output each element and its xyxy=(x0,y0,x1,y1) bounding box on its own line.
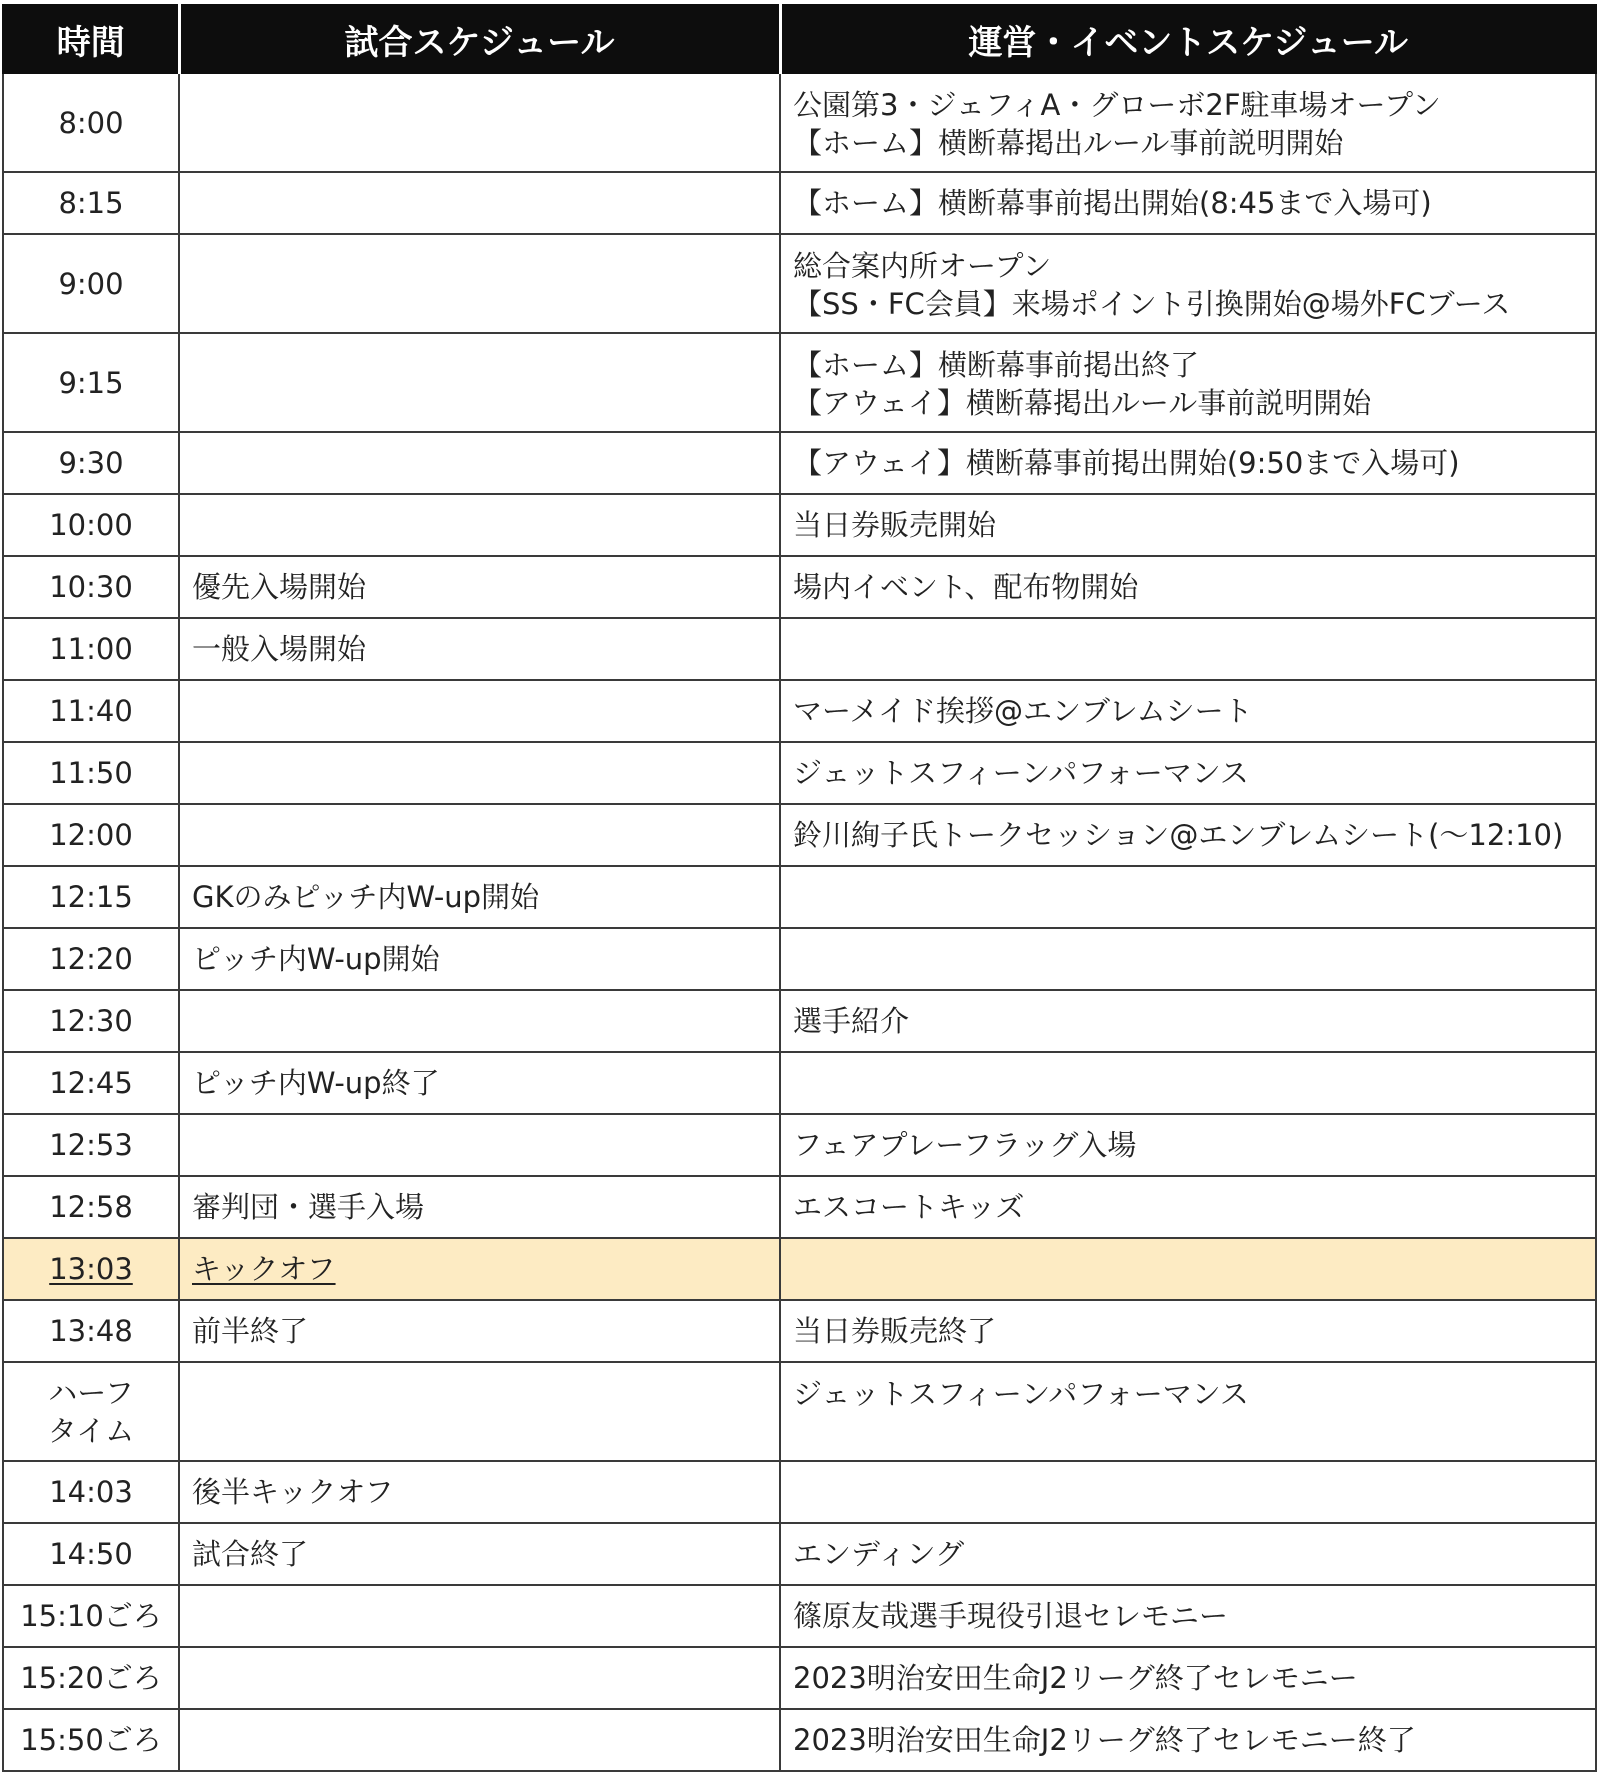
time-text: 15:20ごろ xyxy=(20,1661,162,1695)
time-text: 13:03 xyxy=(49,1252,133,1286)
time-cell xyxy=(3,1238,179,1300)
event-schedule-cell xyxy=(780,1523,1596,1585)
event-schedule-cell xyxy=(780,990,1596,1052)
event-schedule-cell xyxy=(780,1238,1596,1300)
event-schedule-cell xyxy=(780,1114,1596,1176)
time-cell xyxy=(3,494,179,556)
schedule-row xyxy=(3,73,1596,172)
event-schedule-cell xyxy=(780,1176,1596,1238)
event-schedule-cell xyxy=(780,928,1596,990)
time-cell xyxy=(3,742,179,804)
time-text: 10:00 xyxy=(49,508,133,542)
event-schedule-cell xyxy=(780,1585,1596,1647)
time-text: 8:00 xyxy=(58,105,124,140)
match-schedule-text: ピッチ内W-up終了 xyxy=(192,1066,440,1100)
schedule-row xyxy=(3,556,1596,618)
event-schedule-line: 【ホーム】横断幕事前掲出終了 xyxy=(793,348,1200,382)
match-schedule-text: GKのみピッチ内W-up開始 xyxy=(192,880,540,914)
time-text: 12:53 xyxy=(49,1128,133,1162)
event-schedule-cell xyxy=(780,1300,1596,1362)
time-cell xyxy=(3,680,179,742)
match-schedule-cell xyxy=(179,1176,780,1238)
event-schedule-line: 篠原友哉選手現役引退セレモニー xyxy=(793,1599,1229,1633)
schedule-row xyxy=(3,928,1596,990)
event-schedule-cell xyxy=(780,804,1596,866)
schedule-table xyxy=(2,4,1597,1772)
event-schedule-line: エンディング xyxy=(793,1537,965,1571)
match-schedule-text: 後半キックオフ xyxy=(192,1475,394,1509)
schedule-row xyxy=(3,333,1596,432)
time-cell xyxy=(3,1176,179,1238)
match-schedule-text: 試合終了 xyxy=(192,1537,309,1571)
match-schedule-cell xyxy=(179,1052,780,1114)
time-cell xyxy=(3,172,179,234)
time-cell xyxy=(3,990,179,1052)
time-text: 12:58 xyxy=(49,1190,133,1224)
time-text: 11:40 xyxy=(49,694,133,728)
match-schedule-cell xyxy=(179,928,780,990)
event-schedule-line: ジェットスフィーンパフォーマンス xyxy=(793,756,1249,790)
schedule-row xyxy=(3,172,1596,234)
schedule-row xyxy=(3,1585,1596,1647)
match-schedule-text: 優先入場開始 xyxy=(192,570,367,604)
match-schedule-cell xyxy=(179,73,780,172)
time-cell xyxy=(3,333,179,432)
time-text: 12:20 xyxy=(49,942,133,976)
event-schedule-cell xyxy=(780,866,1596,928)
event-schedule-line: 当日券販売終了 xyxy=(793,1314,997,1348)
event-schedule-cell xyxy=(780,680,1596,742)
event-schedule-line: フェアプレーフラッグ入場 xyxy=(793,1128,1137,1162)
time-cell xyxy=(3,1052,179,1114)
time-text: 14:03 xyxy=(49,1475,133,1509)
time-text: 9:15 xyxy=(58,365,124,400)
schedule-row xyxy=(3,1461,1596,1523)
schedule-row xyxy=(3,1300,1596,1362)
time-cell xyxy=(3,1362,179,1461)
header-event-schedule: 運営・イベントスケジュール xyxy=(780,5,1596,73)
schedule-row xyxy=(3,1114,1596,1176)
time-cell xyxy=(3,804,179,866)
time-text: 13:48 xyxy=(49,1314,133,1348)
match-schedule-cell xyxy=(179,742,780,804)
event-schedule-cell xyxy=(780,172,1596,234)
time-cell xyxy=(3,1300,179,1362)
match-schedule-cell xyxy=(179,804,780,866)
event-schedule-line: 【ホーム】横断幕掲出ルール事前説明開始 xyxy=(793,126,1344,160)
match-schedule-cell xyxy=(179,432,780,494)
schedule-row xyxy=(3,680,1596,742)
event-schedule-line: 【アウェイ】横断幕掲出ルール事前説明開始 xyxy=(793,386,1372,420)
event-schedule-cell xyxy=(780,1647,1596,1709)
event-schedule-cell xyxy=(780,618,1596,680)
match-schedule-text: キックオフ xyxy=(192,1252,336,1286)
time-cell xyxy=(3,432,179,494)
schedule-row xyxy=(3,1647,1596,1709)
match-schedule-cell xyxy=(179,1362,780,1461)
event-schedule-line: 鈴川絢子氏トークセッション@エンブレムシート(～12:10) xyxy=(793,818,1564,852)
time-cell xyxy=(3,866,179,928)
event-schedule-line: 2023明治安田生命J2リーグ終了セレモニー xyxy=(793,1661,1358,1695)
time-text: 15:50ごろ xyxy=(20,1723,162,1757)
match-schedule-text: 一般入場開始 xyxy=(192,632,367,666)
match-schedule-cell xyxy=(179,1709,780,1771)
time-text: 10:30 xyxy=(49,570,133,604)
time-cell xyxy=(3,1709,179,1771)
time-cell xyxy=(3,1647,179,1709)
time-text: 9:30 xyxy=(58,446,124,480)
schedule-row xyxy=(3,990,1596,1052)
event-schedule-cell xyxy=(780,1709,1596,1771)
schedule-row xyxy=(3,432,1596,494)
time-cell xyxy=(3,73,179,172)
event-schedule-cell xyxy=(780,1362,1596,1461)
time-cell xyxy=(3,1585,179,1647)
schedule-header xyxy=(3,5,1596,73)
schedule-row xyxy=(3,1523,1596,1585)
time-text: 15:10ごろ xyxy=(20,1599,162,1633)
time-text-line: ハーフ xyxy=(48,1375,134,1410)
time-text-line: タイム xyxy=(47,1413,135,1448)
time-cell xyxy=(3,928,179,990)
match-schedule-cell xyxy=(179,556,780,618)
time-text: 12:00 xyxy=(49,818,133,852)
schedule-row xyxy=(3,234,1596,333)
schedule-row xyxy=(3,742,1596,804)
event-schedule-line: 当日券販売開始 xyxy=(793,508,997,542)
schedule-row xyxy=(3,804,1596,866)
schedule-row xyxy=(3,866,1596,928)
event-schedule-cell xyxy=(780,742,1596,804)
schedule-row xyxy=(3,1362,1596,1461)
time-text: 8:15 xyxy=(58,186,124,220)
time-text: 11:50 xyxy=(49,756,133,790)
match-schedule-cell xyxy=(179,494,780,556)
event-schedule-cell xyxy=(780,556,1596,618)
time-text: 12:45 xyxy=(49,1066,133,1100)
match-schedule-cell xyxy=(179,1647,780,1709)
event-schedule-line: 総合案内所オープン xyxy=(793,249,1052,283)
match-schedule-text: 審判団・選手入場 xyxy=(192,1190,425,1224)
match-schedule-cell xyxy=(179,1585,780,1647)
time-cell xyxy=(3,1461,179,1523)
event-schedule-cell xyxy=(780,333,1596,432)
header-row xyxy=(3,5,1596,73)
match-schedule-cell xyxy=(179,234,780,333)
schedule-body xyxy=(3,73,1596,1771)
match-schedule-cell xyxy=(179,172,780,234)
schedule-row xyxy=(3,1709,1596,1771)
event-schedule-cell xyxy=(780,494,1596,556)
event-schedule-cell xyxy=(780,1461,1596,1523)
event-schedule-line: 2023明治安田生命J2リーグ終了セレモニー終了 xyxy=(793,1723,1416,1757)
event-schedule-line: 【アウェイ】横断幕事前掲出開始(9:50まで入場可) xyxy=(793,446,1460,480)
event-schedule-line: 場内イベント、配布物開始 xyxy=(793,570,1139,604)
match-schedule-cell xyxy=(179,618,780,680)
time-cell xyxy=(3,234,179,333)
match-schedule-cell xyxy=(179,680,780,742)
time-text: 12:30 xyxy=(49,1004,133,1038)
match-schedule-cell xyxy=(179,1114,780,1176)
match-schedule-cell xyxy=(179,866,780,928)
match-schedule-cell xyxy=(179,1461,780,1523)
match-schedule-cell xyxy=(179,1523,780,1585)
event-schedule-line: 【SS・FC会員】来場ポイント引換開始@場外FCブース xyxy=(793,287,1511,321)
schedule-row xyxy=(3,618,1596,680)
event-schedule-line: エスコートキッズ xyxy=(793,1190,1025,1224)
header-match-schedule: 試合スケジュール xyxy=(179,5,780,73)
event-schedule-cell xyxy=(780,1052,1596,1114)
event-schedule-cell xyxy=(780,432,1596,494)
time-cell xyxy=(3,618,179,680)
schedule-row-highlighted xyxy=(3,1238,1596,1300)
event-schedule-cell xyxy=(780,73,1596,172)
time-text: 9:00 xyxy=(58,266,124,301)
match-schedule-cell xyxy=(179,990,780,1052)
schedule-row xyxy=(3,1176,1596,1238)
time-cell xyxy=(3,1523,179,1585)
time-cell xyxy=(3,556,179,618)
time-text: 12:15 xyxy=(49,880,133,914)
time-text: 14:50 xyxy=(49,1537,133,1571)
event-schedule-cell xyxy=(780,234,1596,333)
match-schedule-text: ピッチ内W-up開始 xyxy=(192,942,440,976)
match-schedule-cell xyxy=(179,1238,780,1300)
event-schedule-line: 【ホーム】横断幕事前掲出開始(8:45まで入場可) xyxy=(793,186,1432,220)
match-schedule-cell xyxy=(179,333,780,432)
schedule-row xyxy=(3,1052,1596,1114)
time-cell xyxy=(3,1114,179,1176)
event-schedule-line: 公園第3・ジェフィA・グローボ2F駐車場オープン xyxy=(793,88,1441,122)
event-schedule-line: 選手紹介 xyxy=(793,1004,910,1038)
match-schedule-text: 前半終了 xyxy=(192,1314,309,1348)
header-time: 時間 xyxy=(3,5,179,73)
event-schedule-line: マーメイド挨拶@エンブレムシート xyxy=(793,694,1253,728)
event-schedule-line: ジェットスフィーンパフォーマンス xyxy=(793,1377,1249,1411)
time-text: 11:00 xyxy=(49,632,133,666)
schedule-row xyxy=(3,494,1596,556)
match-schedule-cell xyxy=(179,1300,780,1362)
